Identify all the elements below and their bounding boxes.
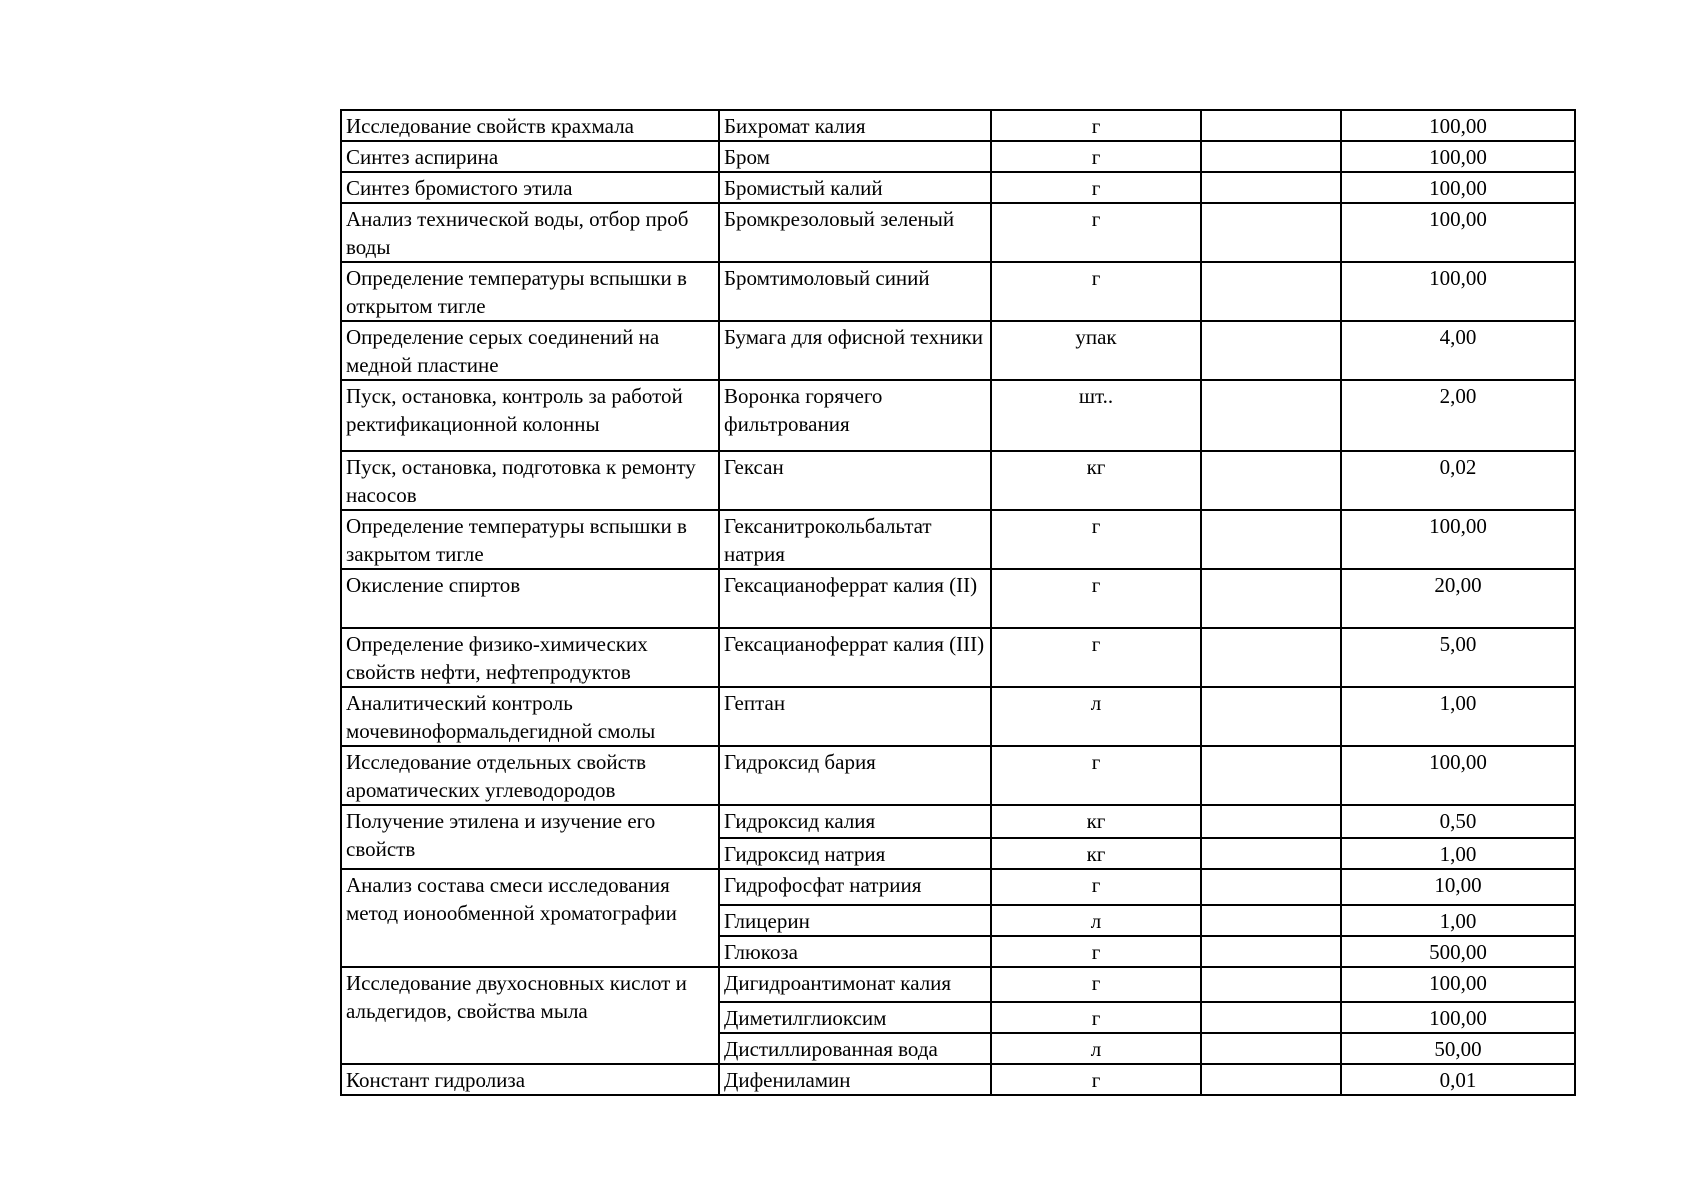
empty-cell: [1201, 451, 1341, 510]
unit-cell: шт..: [991, 380, 1201, 451]
work-cell: Получение этилена и изучение его свойств: [341, 805, 719, 869]
work-cell: Анализ состава смеси исследования метод ионообменной хроматографии: [341, 869, 719, 967]
table-row: [341, 746, 1575, 805]
empty-cell: [1201, 510, 1341, 569]
table-row: [341, 110, 1575, 141]
table-row: [341, 628, 1575, 687]
material-cell: Диметилглиоксим: [719, 1002, 991, 1033]
material-cell: Гидроксид калия: [719, 805, 991, 838]
work-cell: Пуск, остановка, контроль за работой ректификационной колонны: [341, 380, 719, 451]
quantity-cell: 0,02: [1341, 451, 1575, 510]
work-cell: Определение температуры вспышки в открытом тигле: [341, 262, 719, 321]
unit-cell: л: [991, 905, 1201, 936]
material-cell: Воронка горячего фильтрования: [719, 380, 991, 451]
work-cell: Исследование двухосновных кислот и альдегидов, свойства мыла: [341, 967, 719, 1064]
empty-cell: [1201, 203, 1341, 262]
reagents-table: [340, 109, 1576, 1096]
empty-cell: [1201, 141, 1341, 172]
empty-cell: [1201, 838, 1341, 869]
work-cell: Пуск, остановка, подготовка к ремонту насосов: [341, 451, 719, 510]
quantity-cell: 100,00: [1341, 967, 1575, 1002]
material-cell: Бромкрезоловый зеленый: [719, 203, 991, 262]
material-cell: Гексан: [719, 451, 991, 510]
unit-cell: упак: [991, 321, 1201, 380]
material-cell: Дигидроантимонат калия: [719, 967, 991, 1002]
material-cell: Гидроксид бария: [719, 746, 991, 805]
quantity-cell: 1,00: [1341, 687, 1575, 746]
quantity-cell: 100,00: [1341, 510, 1575, 569]
table-row: [341, 869, 1575, 905]
material-cell: Дистиллированная вода: [719, 1033, 991, 1064]
unit-cell: г: [991, 203, 1201, 262]
table-row: [341, 141, 1575, 172]
unit-cell: г: [991, 141, 1201, 172]
unit-cell: г: [991, 262, 1201, 321]
unit-cell: г: [991, 967, 1201, 1002]
quantity-cell: 100,00: [1341, 262, 1575, 321]
empty-cell: [1201, 172, 1341, 203]
unit-cell: г: [991, 746, 1201, 805]
table-row: [341, 262, 1575, 321]
empty-cell: [1201, 936, 1341, 967]
table-row: [341, 172, 1575, 203]
unit-cell: г: [991, 172, 1201, 203]
quantity-cell: 0,50: [1341, 805, 1575, 838]
quantity-cell: 10,00: [1341, 869, 1575, 905]
table-row: [341, 321, 1575, 380]
material-cell: Бромистый калий: [719, 172, 991, 203]
table-row: [341, 380, 1575, 451]
quantity-cell: 2,00: [1341, 380, 1575, 451]
material-cell: Гексацианоферрат калия (II): [719, 569, 991, 628]
empty-cell: [1201, 1064, 1341, 1095]
work-cell: Исследование отдельных свойств ароматических углеводородов: [341, 746, 719, 805]
unit-cell: л: [991, 687, 1201, 746]
quantity-cell: 4,00: [1341, 321, 1575, 380]
work-cell: Аналитический контроль мочевиноформальдегидной смолы: [341, 687, 719, 746]
material-cell: Дифениламин: [719, 1064, 991, 1095]
work-cell: Окисление спиртов: [341, 569, 719, 628]
empty-cell: [1201, 967, 1341, 1002]
quantity-cell: 20,00: [1341, 569, 1575, 628]
table-row: [341, 203, 1575, 262]
unit-cell: г: [991, 1002, 1201, 1033]
work-cell: Синтез аспирина: [341, 141, 719, 172]
work-cell: Определение температуры вспышки в закрытом тигле: [341, 510, 719, 569]
material-cell: Гексацианоферрат калия (III): [719, 628, 991, 687]
empty-cell: [1201, 869, 1341, 905]
unit-cell: л: [991, 1033, 1201, 1064]
empty-cell: [1201, 110, 1341, 141]
empty-cell: [1201, 628, 1341, 687]
empty-cell: [1201, 687, 1341, 746]
empty-cell: [1201, 746, 1341, 805]
unit-cell: г: [991, 510, 1201, 569]
unit-cell: кг: [991, 838, 1201, 869]
material-cell: Гидроксид натрия: [719, 838, 991, 869]
table-row: [341, 1064, 1575, 1095]
material-cell: Гексанитрокольбальтат натрия: [719, 510, 991, 569]
empty-cell: [1201, 321, 1341, 380]
table-row: [341, 510, 1575, 569]
quantity-cell: 1,00: [1341, 905, 1575, 936]
quantity-cell: 100,00: [1341, 203, 1575, 262]
work-cell: Исследование свойств крахмала: [341, 110, 719, 141]
quantity-cell: 100,00: [1341, 746, 1575, 805]
work-cell: Синтез бромистого этила: [341, 172, 719, 203]
material-cell: Бихромат калия: [719, 110, 991, 141]
empty-cell: [1201, 262, 1341, 321]
empty-cell: [1201, 905, 1341, 936]
quantity-cell: 100,00: [1341, 1002, 1575, 1033]
work-cell: Определение физико-химических свойств нефти, нефтепродуктов: [341, 628, 719, 687]
quantity-cell: 5,00: [1341, 628, 1575, 687]
material-cell: Гептан: [719, 687, 991, 746]
material-cell: Бумага для офисной техники: [719, 321, 991, 380]
material-cell: Глюкоза: [719, 936, 991, 967]
quantity-cell: 100,00: [1341, 141, 1575, 172]
material-cell: Бром: [719, 141, 991, 172]
unit-cell: г: [991, 628, 1201, 687]
unit-cell: г: [991, 110, 1201, 141]
quantity-cell: 1,00: [1341, 838, 1575, 869]
quantity-cell: 100,00: [1341, 172, 1575, 203]
unit-cell: г: [991, 569, 1201, 628]
unit-cell: г: [991, 936, 1201, 967]
unit-cell: кг: [991, 805, 1201, 838]
unit-cell: г: [991, 1064, 1201, 1095]
empty-cell: [1201, 569, 1341, 628]
empty-cell: [1201, 1033, 1341, 1064]
work-cell: Анализ технической воды, отбор проб воды: [341, 203, 719, 262]
empty-cell: [1201, 805, 1341, 838]
unit-cell: г: [991, 869, 1201, 905]
material-cell: Глицерин: [719, 905, 991, 936]
quantity-cell: 50,00: [1341, 1033, 1575, 1064]
quantity-cell: 100,00: [1341, 110, 1575, 141]
material-cell: Бромтимоловый синий: [719, 262, 991, 321]
table-row: [341, 687, 1575, 746]
table-row: [341, 451, 1575, 510]
unit-cell: кг: [991, 451, 1201, 510]
quantity-cell: 0,01: [1341, 1064, 1575, 1095]
empty-cell: [1201, 380, 1341, 451]
quantity-cell: 500,00: [1341, 936, 1575, 967]
material-cell: Гидрофосфат натриия: [719, 869, 991, 905]
work-cell: Констант гидролиза: [341, 1064, 719, 1095]
work-cell: Определение серых соединений на медной пластине: [341, 321, 719, 380]
empty-cell: [1201, 1002, 1341, 1033]
table-row: [341, 569, 1575, 628]
table-row: [341, 967, 1575, 1002]
table-row: [341, 805, 1575, 838]
